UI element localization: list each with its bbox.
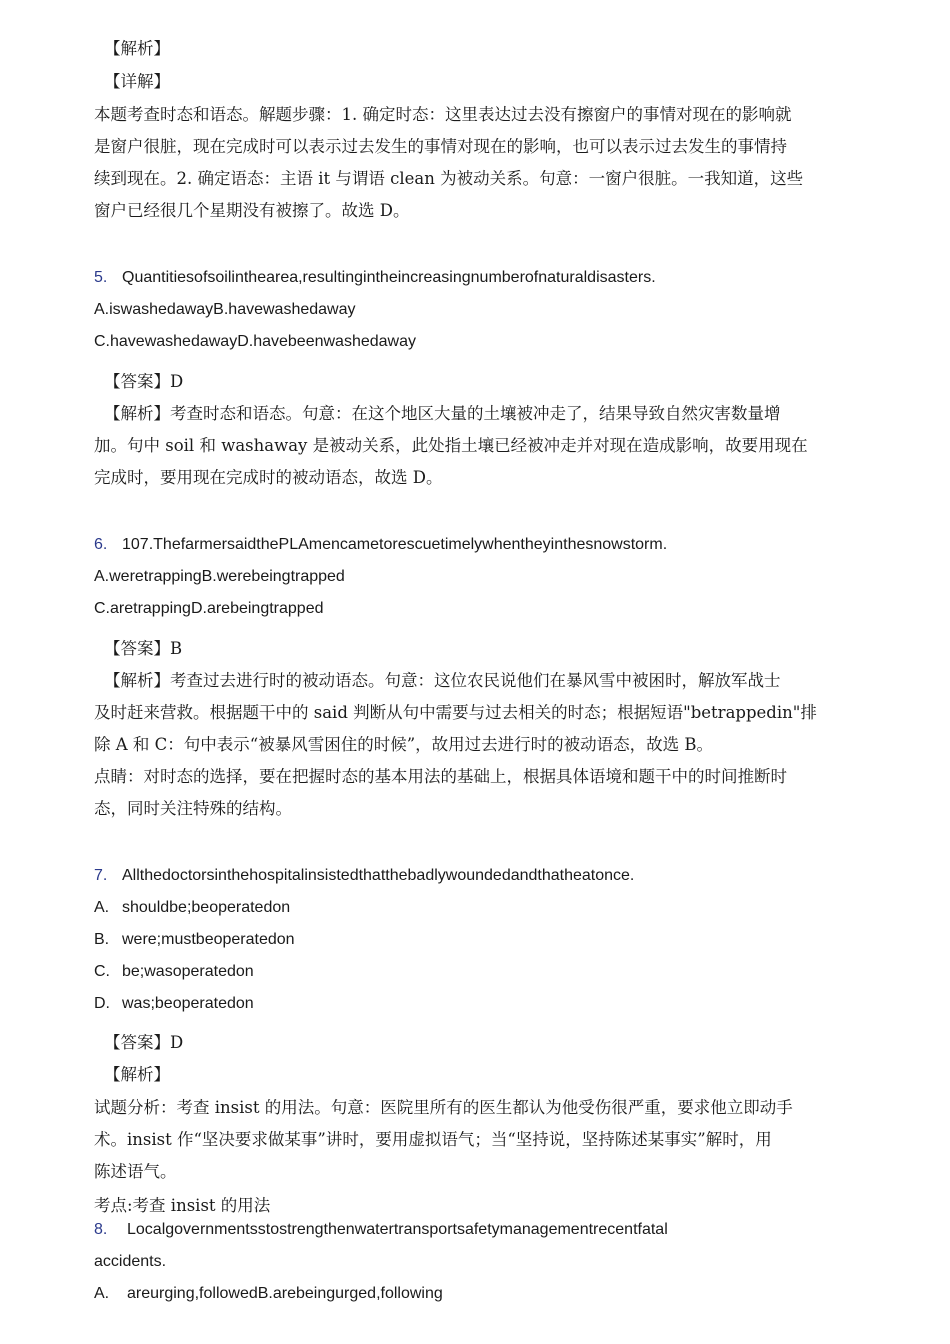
option-label: A. xyxy=(94,1285,110,1302)
question-number: 5. xyxy=(94,269,108,286)
question-text: Allthedoctorsinthehospitalinsistedthatthebadlywoundedandthatheatonce. xyxy=(122,867,635,884)
question-7-answer: 【答案】D xyxy=(104,1033,184,1052)
explanation-line: 窗户已经很几个星期没有被擦了。故选 D。 xyxy=(94,201,410,220)
question-8-options-1 xyxy=(94,1283,854,1305)
option-b xyxy=(94,929,854,951)
analysis-line: 加。句中 soil 和 washaway 是被动关系，此处指土壤已经被冲走并对现在造成影响，故要用现在 xyxy=(94,436,808,455)
jiexi-header: 【解析】 xyxy=(104,39,170,58)
xiangjie-header: 【详解】 xyxy=(104,72,170,91)
question-5-options-2: C.havewashedawayD.havebeenwashedaway xyxy=(94,333,416,350)
option-a xyxy=(94,897,854,919)
option-text: be;wasoperatedon xyxy=(122,963,254,980)
explanation-line: 续到现在。2. 确定语态：主语 it 与谓语 clean 为被动关系。句意：一窗户很脏。一我知道，这些 xyxy=(94,169,804,188)
question-5-stem xyxy=(94,267,854,289)
option-text: was;beoperatedon xyxy=(122,995,254,1012)
question-text: Quantitiesofsoilinthearea,resultingintheincreasingnumberofnaturaldisasters. xyxy=(122,269,656,286)
option-text: shouldbe;beoperatedon xyxy=(122,899,291,916)
question-number: 7. xyxy=(94,867,108,884)
analysis-line: 【解析】考查时态和语态。句意：在这个地区大量的土壤被冲走了，结果导致自然灾害数量增 xyxy=(104,404,781,423)
option-label: A. xyxy=(94,899,110,916)
analysis-line: 及时赶来营救。根据题干中的 said 判断从句中需要与过去相关的时态；根据短语"betrappedin"排 xyxy=(94,703,817,722)
question-7-stem xyxy=(94,865,854,887)
option-text: were;mustbeoperatedon xyxy=(122,931,295,948)
analysis-line: 陈述语气。 xyxy=(94,1162,177,1181)
jiexi-header: 【解析】 xyxy=(104,1065,170,1084)
analysis-line: 点睛：对时态的选择，要在把握时态的基本用法的基础上，根据具体语境和题干中的时间推断时 xyxy=(94,767,787,786)
question-number: 8. xyxy=(94,1221,108,1238)
question-number: 6. xyxy=(94,536,108,553)
question-8-stem xyxy=(94,1219,854,1241)
question-6-stem xyxy=(94,534,854,556)
analysis-line: 完成时，要用现在完成时的被动语态，故选 D。 xyxy=(94,468,443,487)
question-6-options-2: C.aretrappingD.arebeingtrapped xyxy=(94,600,324,617)
option-label: C. xyxy=(94,963,110,980)
question-8-stem-continued: accidents. xyxy=(94,1253,167,1270)
question-6-answer: 【答案】B xyxy=(104,639,183,658)
question-5-answer: 【答案】D xyxy=(104,372,184,391)
explanation-line: 本题考查时态和语态。解题步骤：1. 确定时态：这里表达过去没有擦窗户的事情对现在的影响就 xyxy=(94,105,792,124)
explanation-line: 是窗户很脏，现在完成时可以表示过去发生的事情对现在的影响，也可以表示过去发生的事情持 xyxy=(94,137,787,156)
question-6-options-1: A.weretrappingB.werebeingtrapped xyxy=(94,568,345,585)
question-5-options-1: A.iswashedawayB.havewashedaway xyxy=(94,301,356,318)
analysis-line: 除 A 和 C：句中表示“被暴风雪困住的时候”，故用过去进行时的被动语态，故选 B。 xyxy=(94,735,714,754)
analysis-line: 【解析】考查过去进行时的被动语态。句意：这位农民说他们在暴风雪中被困时，解放军战士 xyxy=(104,671,781,690)
question-text: 107.ThefarmersaidthePLAmencametorescuetimelywhentheyinthesnowstorm. xyxy=(122,536,668,553)
analysis-line: 试题分析：考查 insist 的用法。句意：医院里所有的医生都认为他受伤很严重，要求他立即动手 xyxy=(94,1098,793,1117)
kaodian-line: 考点:考查 insist 的用法 xyxy=(94,1196,271,1215)
analysis-line: 术。insist 作“坚决要求做某事”讲时，要用虚拟语气；当“坚持说，坚持陈述某事实”解时，用 xyxy=(94,1130,772,1149)
option-d xyxy=(94,993,854,1015)
option-text: areurging,followedB.arebeingurged,following xyxy=(127,1285,443,1302)
option-label: B. xyxy=(94,931,110,948)
option-c xyxy=(94,961,854,983)
question-text: Localgovernmentsstostrengthenwatertransportsafetymanagementrecentfatal xyxy=(127,1221,668,1238)
option-label: D. xyxy=(94,995,110,1012)
analysis-line: 态，同时关注特殊的结构。 xyxy=(94,799,292,818)
